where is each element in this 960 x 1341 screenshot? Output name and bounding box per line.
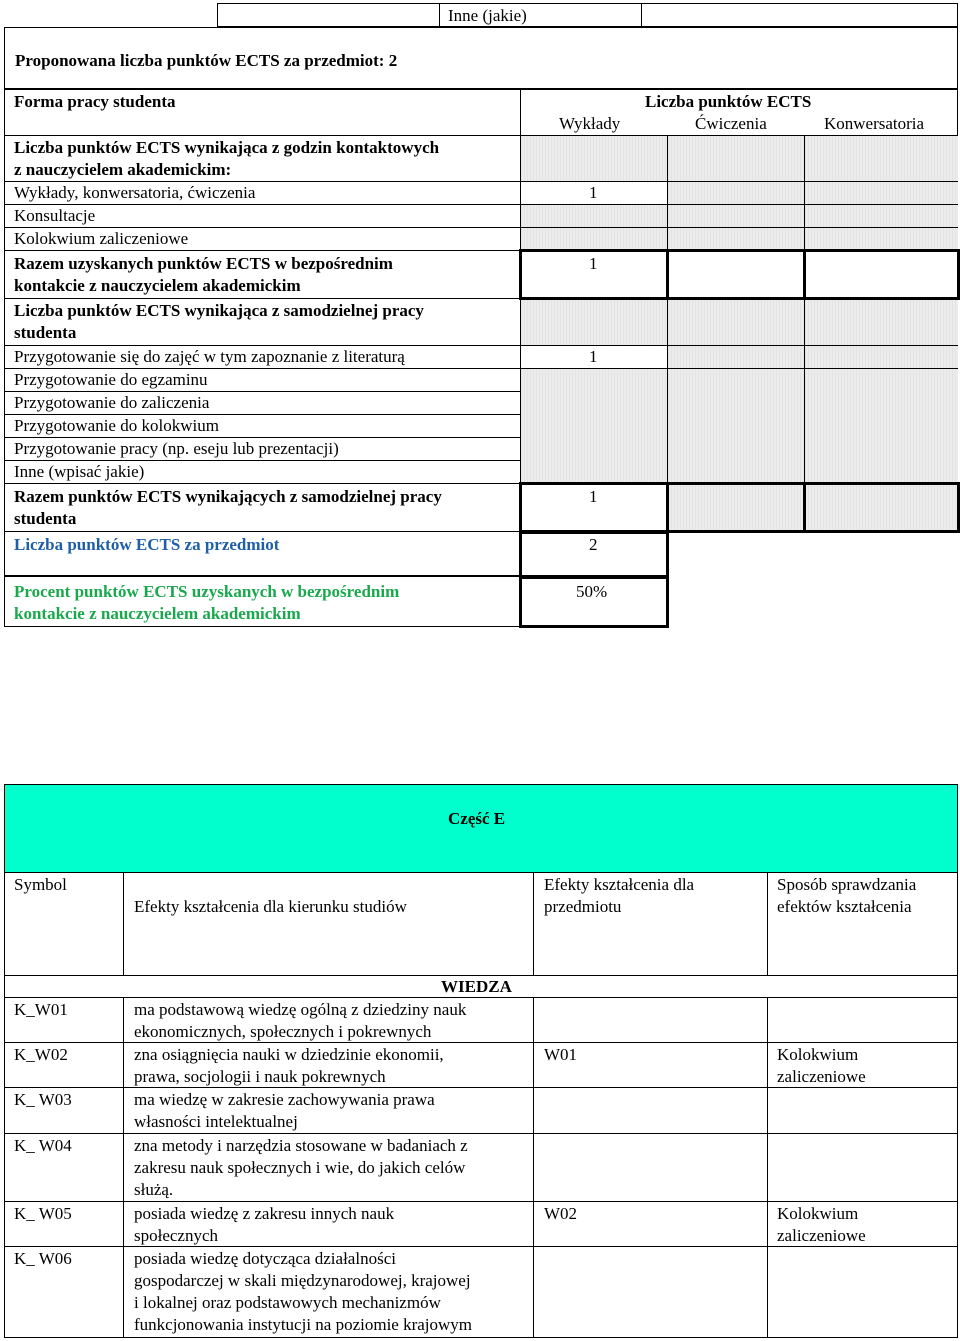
- self-total-value: 1: [589, 487, 598, 506]
- self-row-label: Przygotowanie do kolokwium: [14, 416, 219, 435]
- effect-desc: zna metody i narzędzia stosowane w badaniach z: [134, 1136, 468, 1155]
- effect-desc: posiada wiedzę z zakresu innych nauk: [134, 1204, 395, 1223]
- header-symbol: Symbol: [14, 875, 67, 894]
- top-row-other-label: Inne (jakie): [448, 6, 527, 25]
- top-row-left-cell: [217, 3, 440, 27]
- proposed-ects-text: Proponowana liczba punktów ECTS za przedmiot: 2: [15, 51, 398, 70]
- header-method-line1: Sposób sprawdzania: [777, 875, 917, 894]
- effect-method: zaliczeniowe: [777, 1226, 866, 1245]
- header-method-line2: efektów kształcenia: [777, 897, 912, 916]
- effect-desc: własności intelektualnej: [134, 1112, 298, 1131]
- effect-symbol: K_ W05: [14, 1204, 72, 1223]
- header-effects-subject-line1: Efekty kształcenia dla: [544, 875, 695, 894]
- effect-desc: ma wiedzę w zakresie zachowywania prawa: [134, 1090, 435, 1109]
- effect-desc: ma podstawową wiedzę ogólną z dziedziny nauk: [134, 1000, 467, 1019]
- contact-total-value: 1: [589, 254, 598, 273]
- effect-method: Kolokwium: [777, 1204, 859, 1223]
- effect-desc: społecznych: [134, 1226, 219, 1245]
- percent-value: 50%: [576, 582, 608, 601]
- self-row-label: Przygotowanie się do zajęć w tym zapoznanie z literaturą: [14, 347, 405, 366]
- self-row-label: Przygotowanie pracy (np. eseju lub prezentacji): [14, 439, 339, 458]
- subject-total-value: 2: [589, 535, 598, 554]
- effect-desc: zakresu nauk społecznych i wie, do jakich celów: [134, 1158, 466, 1177]
- contact-header-line2: z nauczycielem akademickim:: [14, 160, 232, 179]
- contact-row-label: Wykłady, konwersatoria, ćwiczenia: [14, 183, 256, 202]
- self-row-label: Przygotowanie do egzaminu: [14, 370, 208, 389]
- effect-symbol: K_ W04: [14, 1136, 72, 1155]
- effect-symbol: K_W01: [14, 1000, 68, 1019]
- self-header-line2: studenta: [14, 323, 77, 342]
- effect-desc: posiada wiedzę dotycząca działalności: [134, 1249, 396, 1268]
- self-total-line1: Razem punktów ECTS wynikających z samodzielnej pracy: [14, 487, 442, 506]
- percent-label-line1: Procent punktów ECTS uzyskanych w bezpośrednim: [14, 582, 400, 601]
- col-header-cwiczenia: Ćwiczenia: [695, 114, 767, 133]
- top-row-other-cell: [439, 3, 642, 27]
- section-label: WIEDZA: [441, 977, 512, 996]
- top-row-right-cell: [641, 3, 958, 27]
- col-header-wyklady: Wykłady: [559, 114, 621, 133]
- effect-desc: prawa, socjologii i nauk pokrewnych: [134, 1067, 386, 1086]
- part-e-title: Część E: [448, 809, 506, 828]
- effect-desc: funkcjonowania instytucji na poziomie krajowym: [134, 1315, 473, 1334]
- self-row-label: Przygotowanie do zaliczenia: [14, 393, 210, 412]
- effect-desc: i lokalnej oraz podstawowych mechanizmów: [134, 1293, 441, 1312]
- subject-total-label: Liczba punktów ECTS za przedmiot: [14, 535, 280, 554]
- effect-method: Kolokwium: [777, 1045, 859, 1064]
- effect-method: zaliczeniowe: [777, 1067, 866, 1086]
- effect-symbol: K_ W03: [14, 1090, 72, 1109]
- proposed-ects-box: [4, 27, 958, 89]
- form-header: Forma pracy studenta: [14, 92, 176, 111]
- effect-desc: ekonomicznych, społecznych i pokrewnych: [134, 1022, 432, 1041]
- percent-label-line2: kontakcie z nauczycielem akademickim: [14, 604, 301, 623]
- contact-header-line1: Liczba punktów ECTS wynikająca z godzin kontaktowych: [14, 138, 440, 157]
- contact-row-label: Kolokwium zaliczeniowe: [14, 229, 189, 248]
- effect-subject: W01: [544, 1045, 578, 1064]
- self-total-line2: studenta: [14, 509, 77, 528]
- col-header-konwersatoria: Konwersatoria: [824, 114, 925, 133]
- effect-subject: W02: [544, 1204, 578, 1223]
- self-header-line1: Liczba punktów ECTS wynikająca z samodzielnej pracy: [14, 301, 424, 320]
- part-e-banner: [4, 784, 958, 873]
- contact-total-line1: Razem uzyskanych punktów ECTS w bezpośrednim: [14, 254, 393, 273]
- header-effects-field: Efekty kształcenia dla kierunku studiów: [134, 897, 407, 916]
- contact-row-value: 1: [589, 183, 598, 202]
- effect-desc: zna osiągnięcia nauki w dziedzinie ekonomii,: [134, 1045, 444, 1064]
- contact-row-label: Konsultacje: [14, 206, 96, 225]
- ects-header: Liczba punktów ECTS: [645, 92, 812, 111]
- effect-desc: gospodarczej w skali międzynarodowej, krajowej: [134, 1271, 471, 1290]
- effect-desc: służą.: [134, 1180, 174, 1199]
- self-row-label: Inne (wpisać jakie): [14, 462, 145, 481]
- header-effects-subject-line2: przedmiotu: [544, 897, 622, 916]
- effect-symbol: K_W02: [14, 1045, 68, 1064]
- self-row-value: 1: [589, 347, 598, 366]
- effect-symbol: K_ W06: [14, 1249, 72, 1268]
- contact-total-line2: kontakcie z nauczycielem akademickim: [14, 276, 301, 295]
